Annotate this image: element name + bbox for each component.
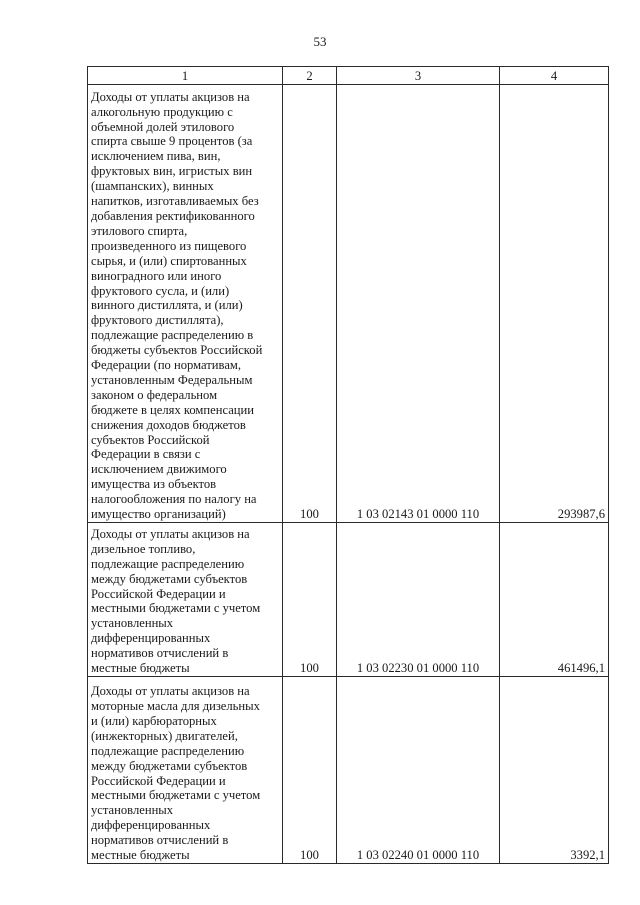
admin-code-cell: 100 bbox=[283, 677, 337, 864]
amount-cell: 293987,6 bbox=[500, 85, 609, 523]
revenue-name: Доходы от уплаты акцизов на дизельное топливо, подлежащие распределению между бюджетами субъектов Российской Федерации и местными бюджетами с учетом установленных дифференцированных нормативов отчислений в местные бюджеты bbox=[91, 526, 261, 676]
revenue-name-cell bbox=[88, 85, 283, 523]
column-header-3: 3 bbox=[337, 67, 500, 85]
admin-code-cell: 100 bbox=[283, 85, 337, 523]
revenue-name: Доходы от уплаты акцизов на алкогольную продукцию с объемной долей этилового спирта свыше 9 процентов (за исключением пива, вин, фруктовых вин, игристых вин (шампанских), винных напитков, изготавливаемых без добавления ректификованного этилового спирта, произведенного из пищевого сырья, и (или) спиртованных виноградного или иного фруктового сусла, и (или) винного дистиллята, и (или) фруктового дистиллята), подлежащие распределению в бюджеты субъектов Российской Федерации (по нормативам, установленным Федеральным законом о федеральном бюджете в целях компенсации снижения доходов бюджетов субъектов Российской Федерации в связи с исключением движимого имущества из объектов налогообложения по налогу на имущество организаций) bbox=[91, 89, 263, 522]
table-row bbox=[88, 677, 609, 864]
revenue-name: Доходы от уплаты акцизов на моторные масла для дизельных и (или) карбюраторных (инжекторных) двигателей, подлежащие распределению между бюджетами субъектов Российской Федерации и местными бюджетами с учетом установленных дифференцированных нормативов отчислений в местные бюджеты bbox=[91, 684, 261, 863]
budget-code-cell: 1 03 02143 01 0000 110 bbox=[337, 85, 500, 523]
revenue-name-cell bbox=[88, 677, 283, 864]
revenue-table bbox=[87, 66, 609, 864]
admin-code-cell: 100 bbox=[283, 523, 337, 677]
budget-code-cell: 1 03 02240 01 0000 110 bbox=[337, 677, 500, 864]
amount-cell: 3392,1 bbox=[500, 677, 609, 864]
table-header-row bbox=[88, 67, 609, 85]
table-row bbox=[88, 523, 609, 677]
revenue-name-cell bbox=[88, 523, 283, 677]
column-header-4: 4 bbox=[500, 67, 609, 85]
budget-code-cell: 1 03 02230 01 0000 110 bbox=[337, 523, 500, 677]
column-header-1: 1 bbox=[88, 67, 283, 85]
amount-cell: 461496,1 bbox=[500, 523, 609, 677]
page-number: 53 bbox=[313, 34, 327, 49]
column-header-2: 2 bbox=[283, 67, 337, 85]
table-row bbox=[88, 85, 609, 523]
